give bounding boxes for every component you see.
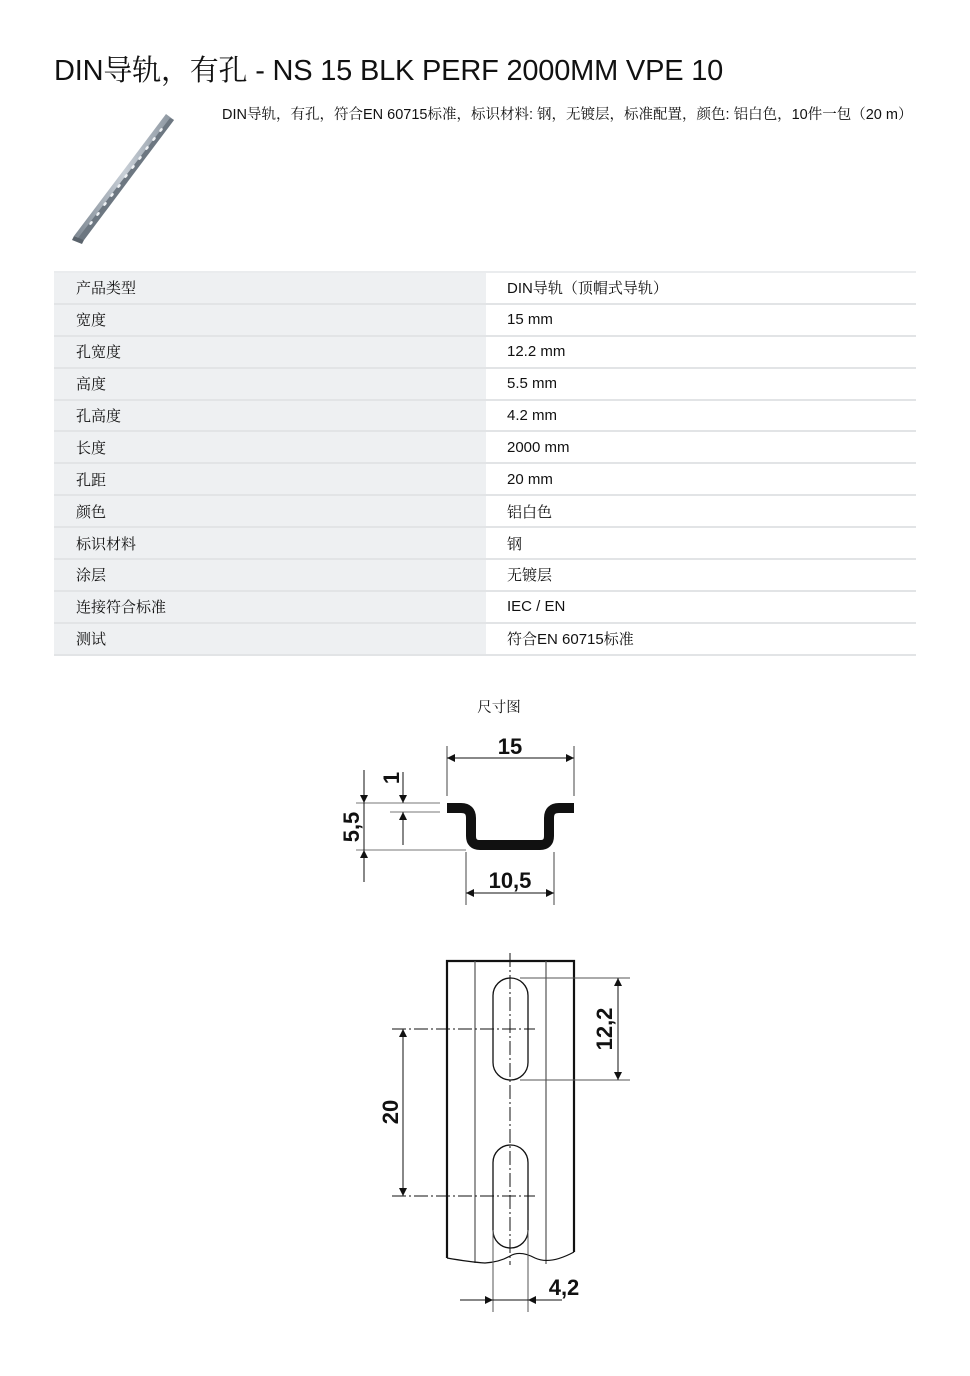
rail-top-view — [392, 953, 574, 1265]
spec-value: 4.2 mm — [486, 400, 916, 432]
table-row — [54, 272, 916, 304]
spec-label: 孔宽度 — [54, 336, 486, 368]
dimension-slot-length-12-2 — [520, 978, 630, 1080]
spec-value: DIN导轨（顶帽式导轨） — [486, 272, 916, 304]
table-row — [54, 304, 916, 336]
spec-label: 高度 — [54, 368, 486, 400]
page-title: DIN导轨，有孔 - NS 15 BLK PERF 2000MM VPE 10 — [54, 55, 724, 87]
product-description: DIN导轨，有孔，符合EN 60715标准，标识材料: 钢，无镀层，标准配置，颜色: 铝白色，10件一包（20 m） — [222, 107, 913, 123]
dim-label-10-5: 10,5 — [488, 868, 532, 893]
spec-value: 无镀层 — [486, 559, 916, 591]
spec-value: 符合EN 60715标准 — [486, 623, 916, 655]
spec-value: 钢 — [486, 527, 916, 559]
dim-label-5-5: 5,5 — [339, 811, 364, 843]
table-row — [54, 527, 916, 559]
spec-value: 15 mm — [486, 304, 916, 336]
dimension-height-5-5 — [356, 770, 466, 882]
dim-label-15: 15 — [497, 734, 523, 759]
spec-value: 5.5 mm — [486, 368, 916, 400]
spec-label: 颜色 — [54, 495, 486, 527]
dim-label-20: 20 — [378, 1099, 403, 1125]
dim-label-1: 1 — [379, 771, 404, 785]
spec-value: 20 mm — [486, 463, 916, 495]
spec-label: 涂层 — [54, 559, 486, 591]
table-row — [54, 368, 916, 400]
spec-value: 2000 mm — [486, 431, 916, 463]
dimension-slot-width-4-2 — [460, 1230, 562, 1312]
spec-label: 孔距 — [54, 463, 486, 495]
spec-label: 连接符合标准 — [54, 591, 486, 623]
table-row — [54, 559, 916, 591]
dim-label-4-2: 4,2 — [548, 1275, 580, 1300]
dimension-thickness-1 — [390, 772, 440, 845]
product-image — [66, 108, 182, 248]
table-row — [54, 400, 916, 432]
spec-label: 标识材料 — [54, 527, 486, 559]
drawing-caption — [0, 696, 970, 717]
dimension-inner-10-5 — [466, 852, 554, 905]
drawing-caption-text: 尺寸图 — [477, 700, 521, 716]
spec-label: 宽度 — [54, 304, 486, 336]
spec-label: 长度 — [54, 431, 486, 463]
spec-value: 铝白色 — [486, 495, 916, 527]
table-row — [54, 591, 916, 623]
table-row — [54, 431, 916, 463]
spec-table — [54, 271, 916, 656]
table-row — [54, 463, 916, 495]
spec-label: 产品类型 — [54, 272, 486, 304]
dimension-width-15 — [447, 746, 574, 796]
spec-value: IEC / EN — [486, 591, 916, 623]
dim-label-12-2: 12,2 — [592, 1007, 617, 1051]
rail-profile — [447, 808, 574, 845]
spec-value: 12.2 mm — [486, 336, 916, 368]
table-row — [54, 495, 916, 527]
spec-label: 孔高度 — [54, 400, 486, 432]
spec-label: 测试 — [54, 623, 486, 655]
table-row — [54, 623, 916, 655]
table-row — [54, 336, 916, 368]
